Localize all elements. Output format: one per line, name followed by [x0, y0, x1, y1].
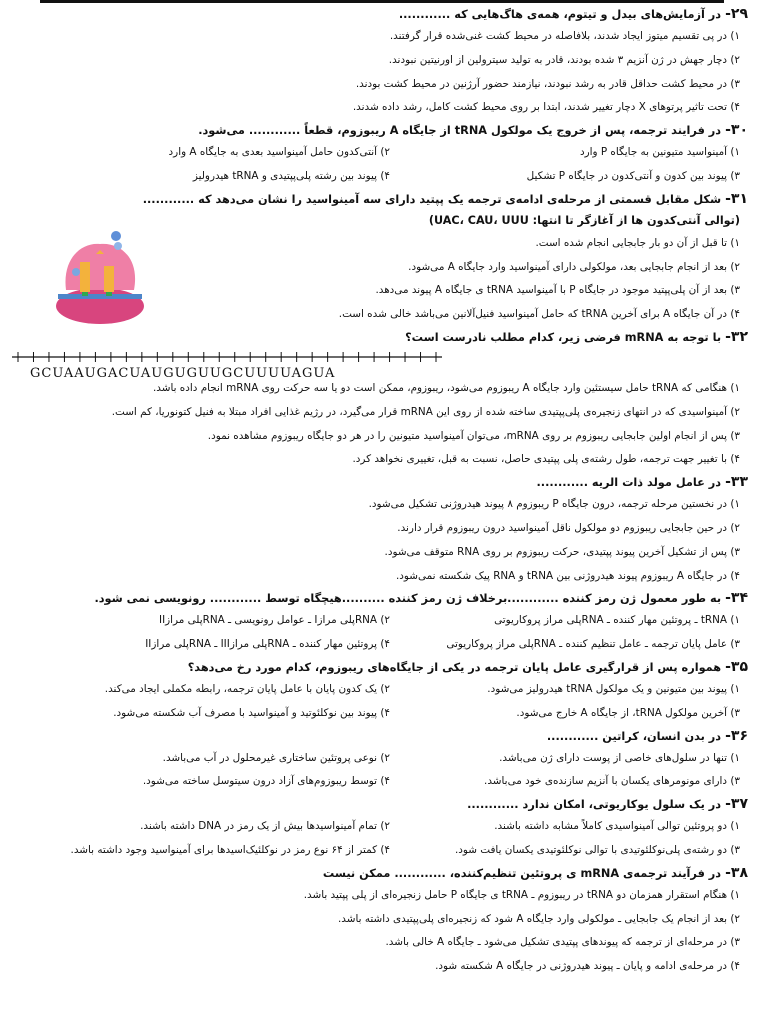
amino-acid: [114, 242, 122, 250]
option[interactable]: ۱) هنگامی که tRNA حامل سیستئین وارد جایگاه A ریبوزوم می‌شود، ریبوزوم، ممکن است دو یا سه حرکت روی mRNA انجام داده باشد.: [152, 381, 740, 394]
question-text: همواره پس از قرارگیری عامل پایان ترجمه در یکی از جایگاه‌های ریبوزوم، کدام مورد رخ می‌دهد؟: [187, 660, 722, 674]
option[interactable]: ۱) پیوند بین متیونین و یک مولکول tRNA هیدرولیز می‌شود.: [487, 682, 740, 695]
mrna-ruler: [12, 350, 442, 364]
option[interactable]: ۲) RNAپلی مرازI ـ عوامل رونویسی ـ RNAپلی مرازII: [159, 614, 390, 627]
option[interactable]: ۱) tRNA ـ پروتئین مهار کننده ـ RNAپلی مراز پروکاریوتی: [494, 614, 740, 627]
amino-acid: [111, 231, 121, 241]
option[interactable]: ۴) پروتئین مهار کننده ـ RNAپلی مرازIII ـ RNAپلی مرازII: [145, 638, 390, 651]
question-33-title: [12, 472, 748, 493]
option[interactable]: ۴) توسط ریبوزوم‌های آزاد درون سیتوسل ساخته می‌شود.: [142, 775, 390, 788]
question-text: به طور معمول ژن رمز کننده ............برخلاف ژن رمز کننده ..........هیچگاه توسط ............ رونویسی نمی شود.: [94, 592, 722, 606]
option[interactable]: ۲) یک کدون پایان با عامل پایان ترجمه، رابطه مکملی ایجاد می‌کند.: [104, 682, 390, 695]
question-38: [0, 863, 760, 979]
question-text: در عامل مولد ذات الریه ............: [536, 476, 722, 490]
question-text: با توجه به mRNA فرضی زیر، کدام مطلب نادرست است؟: [405, 330, 722, 344]
question-37: [0, 794, 760, 863]
question-text: در فرآیند ترجمه‌ی mRNA ی پروتئین تنظیم‌کننده، ............ ممکن نیست: [322, 866, 722, 880]
question-number: ۳۱-: [725, 190, 748, 207]
option[interactable]: ۱) آمینواسید متیونین به جایگاه P وارد: [579, 146, 740, 159]
question-number: ۲۹-: [725, 6, 748, 22]
ribosome-illustration: [52, 228, 148, 328]
question-text: شکل مقابل قسمتی از مرحله‌ی ادامه‌ی ترجمه یک پپتید دارای سه آمینواسید را نشان می‌دهد که ............: [142, 192, 722, 206]
question-32-title: [12, 327, 748, 349]
option[interactable]: ۲) بعد از انجام یک جابجایی ـ مولکولی وارد جایگاه A شود که زنجیره‌ای پلی‌پپتیدی داشته باشد.: [338, 912, 740, 925]
question-number: ۳۷-: [725, 796, 748, 813]
option[interactable]: ۱) دو پروتئین توالی آمینواسیدی کاملاً مشابه داشته باشند.: [494, 820, 740, 833]
option[interactable]: ۲) دچار جهش در ژن آنزیم ۳ شده بودند، قادر به تولید سیترولین از اورنیتین نبودند.: [388, 53, 740, 66]
trna-a-site: [104, 266, 114, 292]
option[interactable]: ۳) در مرحله‌ای از ترجمه که پیوندهای پپتیدی تشکیل می‌شود ـ جایگاه A خالی باشد.: [385, 936, 740, 949]
option[interactable]: ۳) دو رشته‌ی پلی‌نوکلئوتیدی با توالی نوکلئوتیدی یکسان یافت شود.: [454, 843, 740, 856]
option[interactable]: ۱) تا قبل از آن دو بار جابجایی انجام شده است.: [535, 236, 740, 249]
option[interactable]: ۳) پس از تشکیل آخرین پیوند پپتیدی، حرکت ریبوزوم بر روی RNA متوقف می‌شود.: [384, 545, 740, 558]
question-34: [0, 588, 760, 657]
option[interactable]: ۱) در نخستین مرحله ترجمه، درون جایگاه P ریبوزوم ۸ پیوند هیدروژنی تشکیل می‌شود.: [368, 498, 740, 511]
question-35: [0, 657, 760, 726]
amino-acid: [72, 268, 80, 276]
question-36-title: [12, 726, 748, 747]
option[interactable]: ۲) آنتی‌کدون حامل آمینواسید بعدی به جایگاه A وارد: [168, 146, 390, 159]
codon-mark: [82, 292, 88, 296]
question-30: [0, 120, 760, 189]
option[interactable]: ۳) پیوند بین کدون و آنتی‌کدون در جایگاه P تشکیل: [526, 169, 740, 182]
anticodon-note: (توالی آنتی‌کدون ها از آغازگر تا انتها: UAC، CAU، UUU): [428, 213, 740, 227]
question-31-title: [12, 189, 748, 210]
option[interactable]: ۴) با تغییر جهت ترجمه، طول رشته‌ی پلی پپتیدی حاصل، نسبت به قبل، تغییری نخواهد کرد.: [352, 453, 740, 466]
mrna-strand: [58, 294, 142, 299]
question-29: [0, 4, 760, 120]
question-number: ۳۸-: [725, 864, 748, 881]
question-number: ۳۲-: [725, 328, 748, 345]
question-37-title: [12, 794, 748, 815]
question-text: در فرایند ترجمه، پس از خروج یک مولکول tRNA از جایگاه A ریبوزوم، قطعاً ............ می‌شود.: [198, 124, 722, 138]
option[interactable]: ۳) عامل پایان ترجمه ـ عامل تنظیم کننده ـ RNAپلی مراز پروکاریوتی: [446, 638, 740, 651]
trna-p-site: [80, 262, 90, 292]
option[interactable]: ۴) در جایگاه A ریبوزوم پیوند هیدروژنی بین tRNA و RNA پیک شکسته نمی‌شود.: [395, 569, 740, 582]
option[interactable]: ۳) آخرین مولکول tRNA، از جایگاه A خارج می‌شود.: [516, 706, 740, 719]
option[interactable]: ۱) در پی تقسیم میتوز ایجاد شدند، بلافاصله در محیط کشت غنی‌شده قرار گرفتند.: [389, 30, 740, 42]
question-32: [0, 327, 760, 472]
question-34-title: [12, 588, 748, 609]
question-number: ۳۵-: [725, 658, 748, 675]
question-text: در آزمایش‌های بیدل و تیتوم، همه‌ی هاگ‌هایی که ............: [398, 8, 722, 21]
option[interactable]: ۲) آمینواسیدی که در انتهای زنجیره‌ی پلی‌پپتیدی ساخته شده از روی این mRNA قرار می‌گیرد، در رژیم غذایی افراد مبتلا به فنیل کتونوریا، کم است.: [111, 405, 740, 418]
question-number: ۳۳-: [725, 474, 748, 491]
question-35-title: [12, 657, 748, 678]
option[interactable]: ۱) هنگام استقرار همزمان دو tRNA در ریبوزوم ـ tRNA ی جایگاه P حامل زنجیره‌ای از پلی پپتید باشد.: [303, 888, 740, 901]
option[interactable]: ۴) کمتر از ۶۴ نوع رمز در نوکلئیک‌اسیدها برای آمینواسید وجود داشته باشد.: [70, 843, 390, 856]
ribosome-small-subunit: [56, 288, 144, 324]
option[interactable]: ۳) دارای مونومرهای یکسان با آنزیم سازنده‌ی خود می‌باشد.: [484, 775, 740, 788]
question-number: ۳۰-: [725, 122, 748, 139]
mrna-sequence: GCUAAUGACUAUGUGUUGCUUUUAGUA: [30, 366, 336, 381]
option[interactable]: ۳) در محیط کشت حداقل قادر به رشد نبودند، نیازمند حضور آرژنین در محیط کشت بودند.: [355, 77, 740, 90]
option[interactable]: ۲) در حین جابجایی ریبوزوم دو مولکول ناقل آمینواسید درون ریبوزوم قرار دارند.: [397, 521, 740, 534]
option[interactable]: ۲) تمام آمینواسیدها بیش از یک رمز در DNA داشته باشند.: [140, 820, 390, 833]
question-33: [0, 472, 760, 588]
option[interactable]: ۳) بعد از آن پلی‌پپتید موجود در جایگاه P با آمینواسید tRNA ی جایگاه A پیوند می‌دهد.: [375, 284, 740, 297]
option[interactable]: ۲) بعد از انجام جابجایی بعد، مولکولی دارای آمینواسید وارد جایگاه A می‌شود.: [408, 260, 740, 273]
question-number: ۳۴-: [725, 590, 748, 607]
question-page: [0, 4, 760, 979]
option[interactable]: ۴) در مرحله‌ی ادامه و پایان ـ پیوند هیدروژنی در جایگاه A شکسته شود.: [435, 960, 740, 973]
option[interactable]: ۴) پیوند بین نوکلئوتید و آمینواسید با مصرف آب شکسته می‌شود.: [113, 706, 390, 719]
option[interactable]: ۱) تنها در سلول‌های خاصی از پوست دارای ژن می‌باشد.: [499, 751, 740, 764]
question-text: در یک سلول یوکاریوتی، امکان ندارد ............: [467, 798, 722, 812]
question-text: در بدن انسان، کراتین ............: [546, 729, 722, 743]
question-38-title: [12, 863, 748, 884]
question-36: [0, 726, 760, 795]
codon-mark: [106, 292, 112, 296]
top-rule: [40, 0, 724, 3]
option[interactable]: ۳) پس از انجام اولین جابجایی ریبوزوم بر روی mRNA، می‌توان آمینواسید متیونین را در هر دو جایگاه ریبوزوم مشاهده نمود.: [207, 429, 740, 442]
option[interactable]: ۴) تحت تاثیر پرتوهای X دچار تغییر شدند، ابتدا بر روی محیط کشت کامل، رشد داده شدند.: [352, 101, 740, 114]
question-30-title: [12, 120, 748, 141]
option[interactable]: ۴) پیوند بین رشته پلی‌پپتیدی و tRNA هیدرولیز: [192, 169, 390, 182]
question-number: ۳۶-: [725, 727, 748, 744]
option[interactable]: ۴) در آن جایگاه A برای آخرین tRNA که حامل آمینواسید فنیل‌آلانین می‌باشد خالی شده است.: [338, 308, 740, 321]
question-29-title: [12, 4, 748, 25]
option[interactable]: ۲) نوعی پروتئین ساختاری غیرمحلول در آب می‌باشد.: [162, 751, 390, 764]
